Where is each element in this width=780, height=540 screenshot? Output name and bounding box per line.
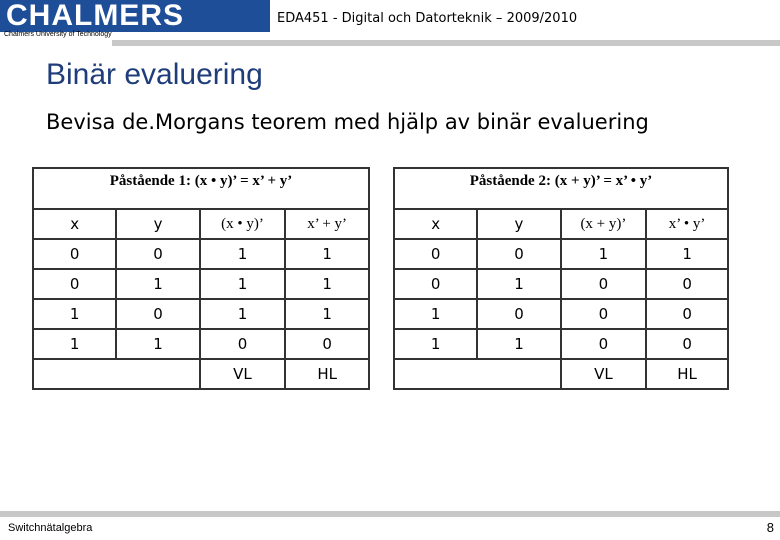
table-cell: 0 <box>116 239 199 269</box>
column-header: x <box>33 209 116 239</box>
table-cell: 0 <box>646 299 728 329</box>
table-row <box>33 269 369 299</box>
table-label-row <box>33 359 369 389</box>
table-cell: 1 <box>394 329 477 359</box>
table-cell: 1 <box>285 239 369 269</box>
table-cell: 1 <box>477 329 560 359</box>
table-cell: 1 <box>561 239 647 269</box>
table-cell: 1 <box>200 239 286 269</box>
course-title: EDA451 - Digital och Datorteknik – 2009/2010 <box>277 11 578 26</box>
table-cell: 1 <box>394 299 477 329</box>
table-cell: 0 <box>394 269 477 299</box>
footer-section: Switchnätalgebra <box>8 522 93 534</box>
table-label-row <box>394 359 728 389</box>
table-cell: 1 <box>285 299 369 329</box>
table-row <box>33 329 369 359</box>
table-cell: 1 <box>477 269 560 299</box>
table-row <box>394 329 728 359</box>
table-cell: 0 <box>116 299 199 329</box>
table-cell: 1 <box>200 299 286 329</box>
column-header: x’ + y’ <box>285 209 369 239</box>
vl-label: VL <box>200 359 286 389</box>
table-cell: 1 <box>116 329 199 359</box>
table-title-row <box>394 168 728 209</box>
table-cell: 1 <box>646 239 728 269</box>
table-cell: 0 <box>477 239 560 269</box>
table-cell: 1 <box>285 269 369 299</box>
logo-text: CHALMERS <box>6 0 184 32</box>
table-cell: 0 <box>285 329 369 359</box>
hl-label: HL <box>646 359 728 389</box>
table-cell: 1 <box>116 269 199 299</box>
footer-divider <box>0 511 780 517</box>
truth-table-2 <box>393 167 729 390</box>
page-number: 8 <box>766 520 774 535</box>
table-cell: 0 <box>561 299 647 329</box>
column-header: x’ • y’ <box>646 209 728 239</box>
slide-subtitle: Bevisa de.Morgans teorem med hjälp av binär evaluering <box>46 110 649 134</box>
vl-label: VL <box>561 359 647 389</box>
table-row <box>394 299 728 329</box>
table-row <box>33 299 369 329</box>
table-cell: 0 <box>646 269 728 299</box>
table-cell: 0 <box>561 269 647 299</box>
column-header: (x • y)’ <box>200 209 286 239</box>
table-cell: 1 <box>200 269 286 299</box>
table-cell: 0 <box>394 239 477 269</box>
slide-title: Binär evaluering <box>46 58 263 91</box>
logo-subtitle: Chalmers University of Technology <box>4 31 112 38</box>
blank-cell <box>394 359 561 389</box>
table-title: Påstående 1: (x • y)’ = x’ + y’ <box>33 168 369 209</box>
table-row <box>394 269 728 299</box>
table-cell: 0 <box>646 329 728 359</box>
table-cell: 1 <box>33 329 116 359</box>
table-cell: 0 <box>33 239 116 269</box>
table-row <box>394 239 728 269</box>
table-cell: 0 <box>200 329 286 359</box>
header-divider <box>112 40 780 46</box>
table-cell: 0 <box>33 269 116 299</box>
table-title-row <box>33 168 369 209</box>
table-cell: 0 <box>561 329 647 359</box>
column-header: x <box>394 209 477 239</box>
table-header-row <box>394 209 728 239</box>
table-row <box>33 239 369 269</box>
table-cell: 1 <box>33 299 116 329</box>
table-title: Påstående 2: (x + y)’ = x’ • y’ <box>394 168 728 209</box>
truth-table-1 <box>32 167 370 390</box>
column-header: (x + y)’ <box>561 209 647 239</box>
table-header-row <box>33 209 369 239</box>
table-cell: 0 <box>477 299 560 329</box>
column-header: y <box>477 209 560 239</box>
column-header: y <box>116 209 199 239</box>
hl-label: HL <box>285 359 369 389</box>
blank-cell <box>33 359 200 389</box>
chalmers-logo <box>0 0 270 32</box>
